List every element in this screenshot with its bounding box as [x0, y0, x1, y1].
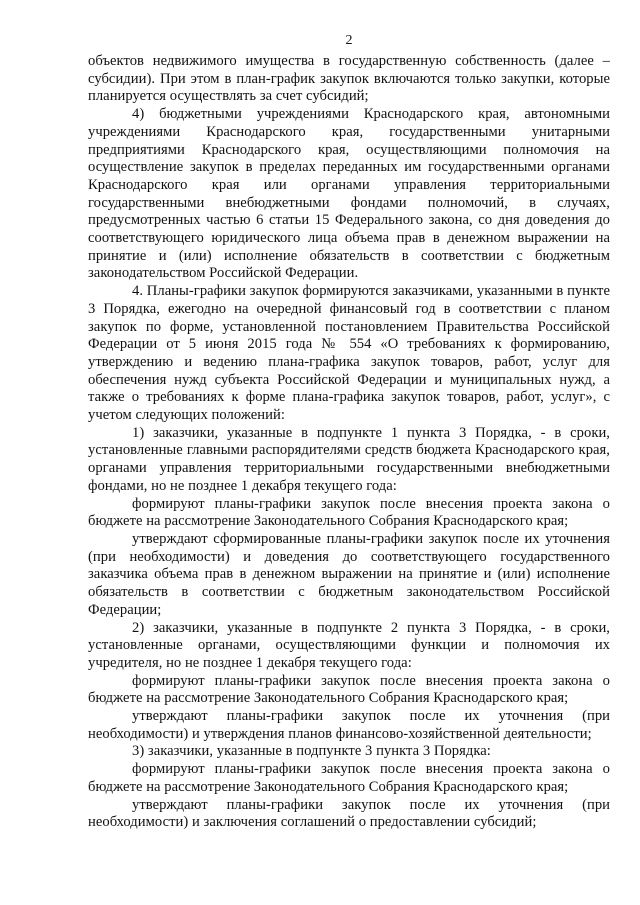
paragraph-subitem-2-approve: утверждают планы-графики закупок после их уточнения (при необходимости) и утверждения планов финансово-хозяйственной деятельности;	[88, 708, 610, 742]
paragraph-subitem-2-form: формируют планы-графики закупок после внесения проекта закона о бюджете на рассмотрение Законодательного Собрания Краснодарского края;	[88, 672, 610, 707]
paragraph-subitem-2-customers: 2) заказчики, указанные в подпункте 2 пункта 3 Порядка, - в сроки, установленные органами, осуществляющими функции и полномочия их учредителя, но не позднее 1 декабря текущего года:	[88, 619, 610, 671]
document-page	[88, 32, 610, 832]
paragraph-section-4-schedules: 4. Планы-графики закупок формируются заказчиками, указанными в пункте 3 Порядка, ежегодно на очередной финансовый год в соответствии с планом закупок по форме, установленной постановлением Правительства Российской Федерации от 5 июня 2015 года № 554 «О требованиях к формированию, утверждению и ведению плана-графика закупок товаров, работ, услуг для обеспечения нужд субъекта Российской Федерации и муниципальных нужд, а также о требованиях к форме плана-графика закупок товаров, работ, услуг», с учетом следующих положений:	[88, 283, 610, 424]
paragraph-subitem-1-approve: утверждают сформированные планы-графики закупок после их уточнения (при необходимости) и доведения до соответствующего государственного заказчика объема прав в денежном выражении на принятие и (или) исполнение обязательств в соответствии с бюджетным законодательством Российской Федерации;	[88, 530, 610, 618]
paragraph-subitem-1-form: формируют планы-графики закупок после внесения проекта закона о бюджете на рассмотрение Законодательного Собрания Краснодарского края;	[88, 495, 610, 530]
paragraph-item-4-budget-institutions: 4) бюджетными учреждениями Краснодарского края, автономными учреждениями Краснодарского края, государственными унитарными предприятиями Краснодарского края, осуществляющими полномочия на осуществление закупок в пределах переданных им государственными органами Краснодарского края или органами управления территориальными государственными внебюджетными фондами полномочий, в случаях, предусмотренных частью 6 статьи 15 Федерального закона, со дня доведения до соответствующего юридического лица объема прав в денежном выражении на принятие и (или) исполнение обязательств в соответствии с бюджетным законодательством Российской Федерации.	[88, 106, 610, 282]
paragraph-subitem-1-customers: 1) заказчики, указанные в подпункте 1 пункта 3 Порядка, - в сроки, установленные главными распорядителями средств бюджета Краснодарского края, органами управления территориальными государственными внебюджетными фондами, но не позднее 1 декабря текущего года:	[88, 424, 610, 494]
paragraph-subitem-3-approve: утверждают планы-графики закупок после их уточнения (при необходимости) и заключения соглашений о предоставлении субсидий;	[88, 796, 610, 831]
paragraph-subitem-3-customers: 3) заказчики, указанные в подпункте 3 пункта 3 Порядка:	[132, 743, 491, 760]
paragraph-subsidies-continuation: объектов недвижимого имущества в государственную собственность (далее – субсидии). При этом в план-график закупок включаются только закупки, которые планируется осуществлять за счет субсидий;	[88, 53, 610, 105]
paragraph-subitem-3-form: формируют планы-графики закупок после внесения проекта закона о бюджете на рассмотрение Законодательного Собрания Краснодарского края;	[88, 761, 610, 795]
page-number: 2	[345, 33, 353, 48]
